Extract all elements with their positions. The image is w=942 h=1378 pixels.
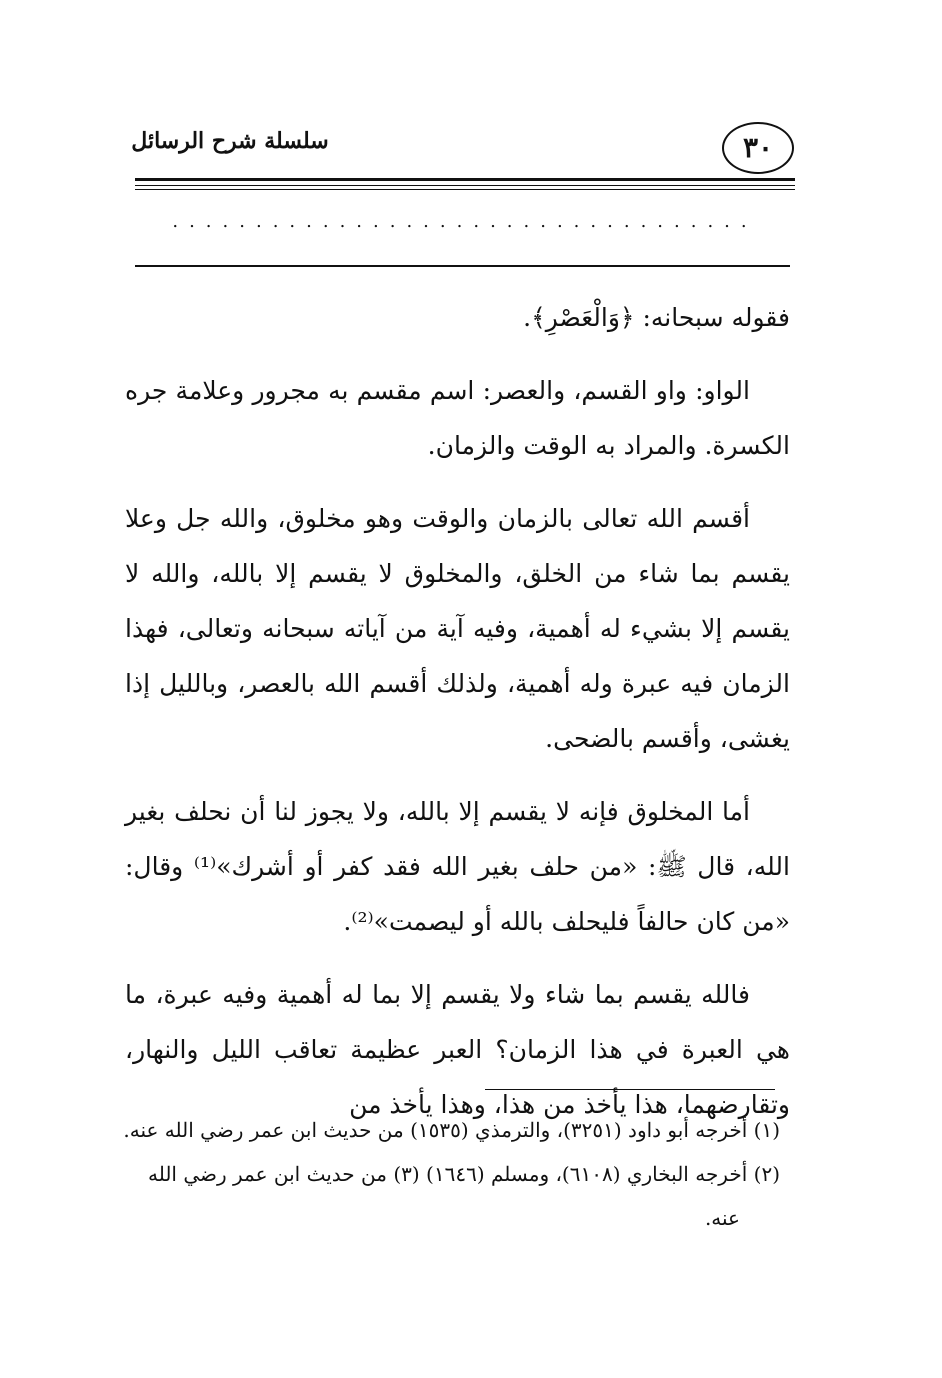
header-rule-thin — [135, 189, 795, 190]
footnote: (١) أخرجه أبو داود (٣٢٥١)، والترمذي (١٥٣٥) من حديث ابن عمر رضي الله عنه. — [123, 1118, 780, 1142]
paragraph: أما المخلوق فإنه لا يقسم إلا بالله، ولا يجوز لنا أن نحلف بغير الله، قال ﷺ: «من حلف بغير الله فقد كفر أو أشرك»⁽¹⁾ وقال: «من كان حالفاً فليحلف بالله أو ليصمت»⁽²⁾. — [125, 797, 790, 936]
page-number: ٣٠ — [722, 122, 794, 174]
footnote: (٢) أخرجه البخاري (٦١٠٨)، ومسلم (١٦٤٦) (٣) من حديث ابن عمر رضي الله عنه. — [147, 1162, 780, 1230]
footnote-divider — [485, 1089, 775, 1090]
main-text — [125, 290, 790, 1150]
header-rule — [135, 178, 795, 181]
paragraph: فالله يقسم بما شاء ولا يقسم إلا بما له أهمية وفيه عبرة، ما هي العبرة في هذا الزمان؟ العبر عظيمة تعاقب الليل والنهار، وتقارضهما، هذا يأخذ من هذا، وهذا يأخذ من — [125, 980, 790, 1119]
footnotes — [110, 1108, 780, 1240]
paragraph: فقوله سبحانه: ﴿وَالْعَصْرِ﴾. — [523, 303, 790, 332]
paragraph: الواو: واو القسم، والعصر: اسم مقسم به مجرور وعلامة جره الكسرة. والمراد به الوقت والزمان. — [125, 376, 790, 460]
header-rule-thin — [135, 185, 795, 186]
section-divider — [135, 265, 790, 267]
series-title: سلسلة شرح الرسائل — [131, 128, 329, 154]
ellipsis-separator: ................................... — [172, 212, 758, 232]
paragraph: أقسم الله تعالى بالزمان والوقت وهو مخلوق، والله جل وعلا يقسم بما شاء من الخلق، والمخلوق لا يقسم إلا بالله، والله لا يقسم إلا بشيء له أهمية، وفيه آية من آياته سبحانه وتعالى، فهذا الزمان فيه عبرة وله أهمية، ولذلك أقسم الله بالعصر، وبالليل إذا يغشى، وأقسم بالضحى. — [125, 504, 790, 753]
